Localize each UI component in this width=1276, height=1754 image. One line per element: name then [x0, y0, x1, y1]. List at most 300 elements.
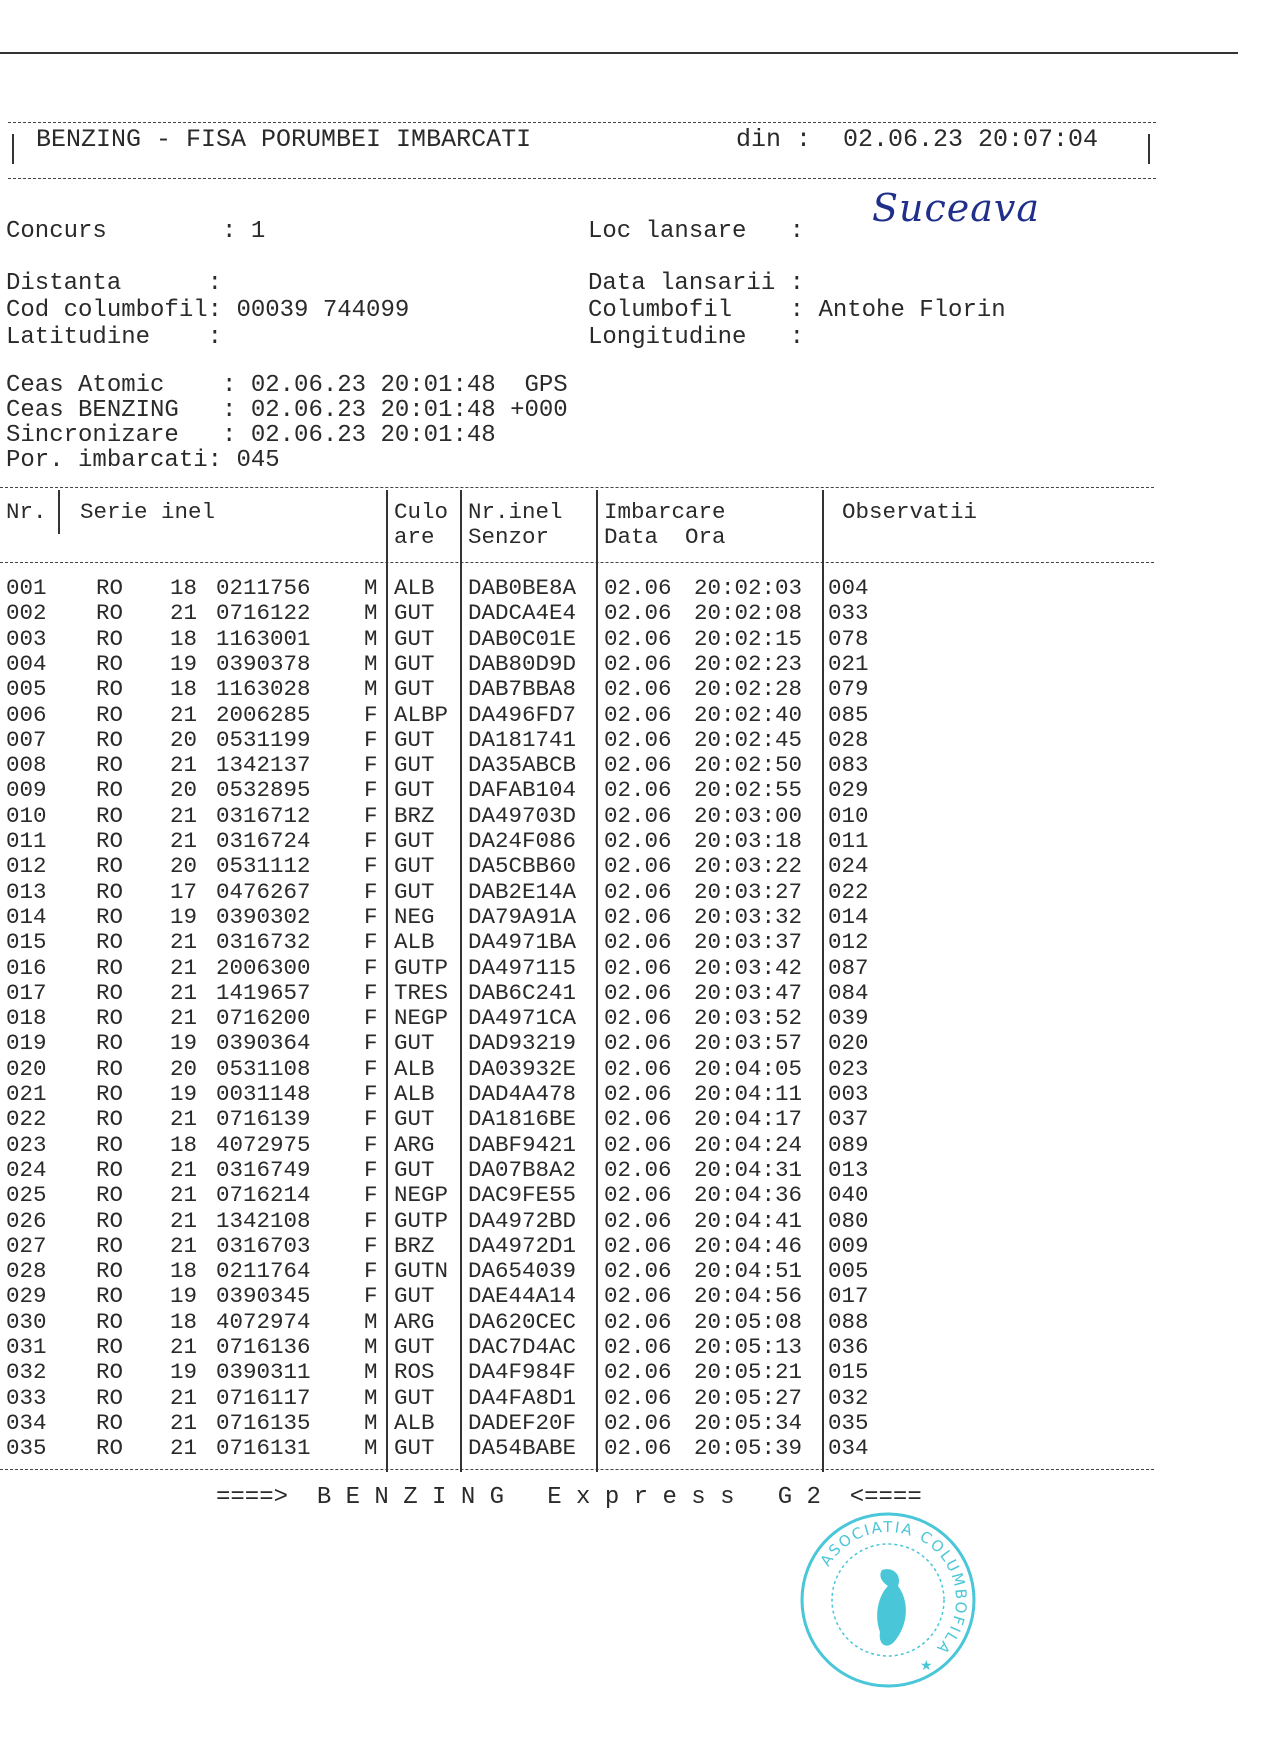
cell-color: GUT — [394, 1106, 435, 1133]
cell-sex: M — [364, 676, 378, 703]
cell-ring: 4072975 — [216, 1131, 311, 1158]
table-row — [0, 576, 1160, 601]
cell-sex: M — [364, 1334, 378, 1360]
cell-country: RO — [96, 575, 124, 601]
table-row — [0, 1082, 1160, 1107]
cell-year: 19 — [170, 1081, 198, 1107]
cell-country: RO — [96, 1055, 124, 1082]
cell-nr: 009 — [6, 777, 47, 804]
cell-nr: 025 — [6, 1182, 47, 1209]
cell-year: 21 — [170, 1435, 198, 1462]
cell-year: 19 — [170, 650, 198, 677]
cell-sex: F — [364, 1232, 378, 1259]
cell-nr: 030 — [6, 1308, 47, 1335]
cell-year: 21 — [170, 954, 198, 981]
cell-color: GUT — [394, 1156, 435, 1183]
cell-country: RO — [96, 1207, 124, 1234]
cell-sensor: DA4971BA — [468, 929, 577, 956]
cell-sex: F — [364, 828, 378, 854]
table-dash-bottom — [0, 1469, 1154, 1470]
cell-country: RO — [96, 752, 124, 779]
cell-time: 20:04:41 — [694, 1207, 803, 1234]
cell-observatii: 037 — [828, 1106, 869, 1133]
cell-date: 02.06 — [604, 1283, 672, 1310]
table-row — [0, 804, 1160, 829]
cell-sensor: DAB0BE8A — [468, 575, 577, 601]
cell-sex: F — [364, 1030, 378, 1057]
col-header-observatii: Observatii — [842, 499, 978, 525]
table-row — [0, 677, 1160, 702]
cell-time: 20:03:18 — [694, 828, 803, 854]
cell-date: 02.06 — [604, 1258, 672, 1285]
cell-sex: M — [364, 625, 378, 652]
cell-sensor: DA4FA8D1 — [468, 1384, 577, 1411]
cell-sensor: DA4F984F — [468, 1359, 577, 1386]
cell-country: RO — [96, 954, 124, 981]
cell-ring: 2006285 — [216, 701, 311, 728]
cell-ring: 4072974 — [216, 1308, 311, 1335]
cell-ring: 1163001 — [216, 625, 311, 652]
cell-sex: F — [364, 853, 378, 880]
cell-nr: 005 — [6, 676, 47, 703]
cell-sensor: DAC7D4AC — [468, 1334, 577, 1360]
cell-observatii: 035 — [828, 1409, 869, 1436]
cell-ring: 0211764 — [216, 1258, 311, 1285]
cell-color: GUT — [394, 1030, 435, 1057]
cell-country: RO — [96, 853, 124, 880]
cell-time: 20:02:15 — [694, 625, 803, 652]
cell-country: RO — [96, 1258, 124, 1285]
cell-sensor: DA181741 — [468, 726, 577, 753]
cell-sex: M — [364, 575, 378, 601]
report-date-label: din : — [736, 125, 812, 154]
cell-nr: 019 — [6, 1030, 47, 1057]
cell-date: 02.06 — [604, 903, 672, 930]
table-dash-header-bottom — [0, 562, 1154, 563]
cell-sex: F — [364, 777, 378, 804]
info-concurs: Concurs : 1 — [6, 218, 266, 245]
cell-observatii: 034 — [828, 1435, 869, 1462]
cell-sex: F — [364, 878, 378, 905]
cell-observatii: 010 — [828, 802, 869, 829]
cell-time: 20:04:24 — [694, 1131, 803, 1158]
cell-nr: 004 — [6, 650, 47, 677]
cell-nr: 001 — [6, 575, 47, 601]
cell-color: GUT — [394, 625, 435, 652]
table-dash-top — [0, 487, 1154, 488]
col-header-imbarcare-2: Data Ora — [604, 524, 726, 550]
cell-time: 20:05:21 — [694, 1359, 803, 1386]
cell-nr: 015 — [6, 929, 47, 956]
cell-year: 19 — [170, 1359, 198, 1386]
cell-ring: 0716131 — [216, 1435, 311, 1462]
cell-color: TRES — [394, 979, 449, 1006]
cell-sensor: DA35ABCB — [468, 752, 577, 779]
cell-date: 02.06 — [604, 600, 672, 627]
cell-ring: 0316732 — [216, 929, 311, 956]
cell-ring: 0716136 — [216, 1334, 311, 1360]
cell-nr: 012 — [6, 853, 47, 880]
cell-nr: 007 — [6, 726, 47, 753]
vline-observatii — [822, 490, 824, 1472]
cell-year: 21 — [170, 1409, 198, 1436]
vline-imbarcare — [596, 490, 598, 1472]
cell-color: GUT — [394, 878, 435, 905]
cell-country: RO — [96, 625, 124, 652]
cell-sex: F — [364, 979, 378, 1006]
cell-nr: 032 — [6, 1359, 47, 1386]
cell-observatii: 084 — [828, 979, 869, 1006]
cell-nr: 003 — [6, 625, 47, 652]
info-distanta: Distanta : — [6, 270, 223, 297]
table-row — [0, 1284, 1160, 1309]
cell-ring: 0716139 — [216, 1106, 311, 1133]
cell-time: 20:04:11 — [694, 1081, 803, 1107]
cell-nr: 014 — [6, 903, 47, 930]
cell-date: 02.06 — [604, 726, 672, 753]
header-right-bar — [1148, 134, 1150, 164]
cell-time: 20:02:50 — [694, 752, 803, 779]
cell-color: GUT — [394, 1435, 435, 1462]
cell-date: 02.06 — [604, 1435, 672, 1462]
cell-ring: 0316703 — [216, 1232, 311, 1259]
cell-nr: 016 — [6, 954, 47, 981]
cell-date: 02.06 — [604, 1131, 672, 1158]
cell-date: 02.06 — [604, 929, 672, 956]
cell-sex: M — [364, 1359, 378, 1386]
col-header-imbarcare-1: Imbarcare — [604, 499, 726, 525]
cell-nr: 028 — [6, 1258, 47, 1285]
cell-observatii: 087 — [828, 954, 869, 981]
cell-country: RO — [96, 1283, 124, 1310]
cell-country: RO — [96, 1359, 124, 1386]
handwritten-location: Suceava — [872, 186, 1041, 230]
cell-ring: 0716214 — [216, 1182, 311, 1209]
cell-observatii: 004 — [828, 575, 869, 601]
cell-nr: 002 — [6, 600, 47, 627]
cell-time: 20:02:40 — [694, 701, 803, 728]
cell-date: 02.06 — [604, 878, 672, 905]
cell-color: ALB — [394, 575, 435, 601]
cell-year: 18 — [170, 575, 198, 601]
cell-sex: F — [364, 1106, 378, 1133]
cell-date: 02.06 — [604, 1232, 672, 1259]
cell-date: 02.06 — [604, 701, 672, 728]
cell-nr: 017 — [6, 979, 47, 1006]
cell-date: 02.06 — [604, 1359, 672, 1386]
cell-observatii: 005 — [828, 1258, 869, 1285]
pigeon-emblem-icon — [877, 1569, 906, 1646]
cell-year: 21 — [170, 828, 198, 854]
cell-year: 21 — [170, 929, 198, 956]
cell-date: 02.06 — [604, 1106, 672, 1133]
cell-sex: M — [364, 1308, 378, 1335]
cell-sex: F — [364, 903, 378, 930]
cell-color: GUT — [394, 828, 435, 854]
cell-sensor: DA24F086 — [468, 828, 577, 854]
cell-time: 20:03:37 — [694, 929, 803, 956]
cell-nr: 027 — [6, 1232, 47, 1259]
table-row — [0, 1310, 1160, 1335]
cell-color: ARG — [394, 1308, 435, 1335]
table-row — [0, 1411, 1160, 1436]
cell-sensor: DAFAB104 — [468, 777, 577, 804]
cell-date: 02.06 — [604, 1081, 672, 1107]
cell-ring: 0316712 — [216, 802, 311, 829]
cell-year: 20 — [170, 726, 198, 753]
table-row — [0, 1107, 1160, 1132]
info-columbofil: Columbofil : Antohe Florin — [588, 297, 1006, 324]
table-row — [0, 601, 1160, 626]
table-row — [0, 1006, 1160, 1031]
cell-date: 02.06 — [604, 676, 672, 703]
cell-color: GUTP — [394, 1207, 449, 1234]
cell-time: 20:02:55 — [694, 777, 803, 804]
cell-year: 21 — [170, 1384, 198, 1411]
cell-observatii: 033 — [828, 600, 869, 627]
cell-date: 02.06 — [604, 1182, 672, 1209]
cell-time: 20:03:27 — [694, 878, 803, 905]
cell-date: 02.06 — [604, 853, 672, 880]
cell-nr: 026 — [6, 1207, 47, 1234]
cell-nr: 018 — [6, 1005, 47, 1032]
cell-observatii: 013 — [828, 1156, 869, 1183]
cell-year: 21 — [170, 1156, 198, 1183]
cell-ring: 0390364 — [216, 1030, 311, 1057]
cell-nr: 029 — [6, 1283, 47, 1310]
cell-nr: 035 — [6, 1435, 47, 1462]
cell-color: GUT — [394, 726, 435, 753]
cell-country: RO — [96, 903, 124, 930]
cell-time: 20:04:17 — [694, 1106, 803, 1133]
table-row — [0, 981, 1160, 1006]
cell-sex: M — [364, 600, 378, 627]
cell-time: 20:04:31 — [694, 1156, 803, 1183]
cell-sensor: DAB80D9D — [468, 650, 577, 677]
cell-nr: 011 — [6, 828, 47, 854]
footer-banner: ====> B E N Z I N G E x p r e s s G 2 <==== — [216, 1484, 922, 1511]
cell-sensor: DA5CBB60 — [468, 853, 577, 880]
table-row — [0, 1133, 1160, 1158]
cell-sex: F — [364, 802, 378, 829]
cell-sex: M — [364, 1409, 378, 1436]
info-por-imbarcati: Por. imbarcati: 045 — [6, 447, 280, 474]
cell-time: 20:05:39 — [694, 1435, 803, 1462]
cell-sex: F — [364, 752, 378, 779]
cell-sex: F — [364, 954, 378, 981]
cell-ring: 1342137 — [216, 752, 311, 779]
cell-nr: 031 — [6, 1334, 47, 1360]
top-rule — [0, 52, 1238, 54]
info-loc-lansare: Loc lansare : — [588, 218, 805, 245]
cell-color: GUT — [394, 1283, 435, 1310]
cell-color: ALBP — [394, 701, 449, 728]
table-row — [0, 1057, 1160, 1082]
cell-year: 21 — [170, 600, 198, 627]
cell-color: ALB — [394, 929, 435, 956]
cell-sex: F — [364, 1283, 378, 1310]
cell-time: 20:03:57 — [694, 1030, 803, 1057]
table-row — [0, 627, 1160, 652]
cell-year: 21 — [170, 1207, 198, 1234]
cell-date: 02.06 — [604, 1384, 672, 1411]
cell-time: 20:02:28 — [694, 676, 803, 703]
cell-time: 20:02:23 — [694, 650, 803, 677]
vline-culoare — [386, 490, 388, 1472]
cell-ring: 0390302 — [216, 903, 311, 930]
cell-nr: 008 — [6, 752, 47, 779]
cell-year: 21 — [170, 1232, 198, 1259]
cell-ring: 0316749 — [216, 1156, 311, 1183]
cell-sensor: DA79A91A — [468, 903, 577, 930]
cell-sensor: DA654039 — [468, 1258, 577, 1285]
info-cod-columbofil: Cod columbofil: 00039 744099 — [6, 297, 410, 324]
cell-sensor: DA4972D1 — [468, 1232, 577, 1259]
cell-date: 02.06 — [604, 1156, 672, 1183]
cell-color: ROS — [394, 1359, 435, 1386]
cell-sensor: DA54BABE — [468, 1435, 577, 1462]
cell-date: 02.06 — [604, 1055, 672, 1082]
cell-date: 02.06 — [604, 1308, 672, 1335]
cell-time: 20:04:36 — [694, 1182, 803, 1209]
header-dash-bottom — [8, 178, 1156, 179]
col-header-culoare-2: are — [394, 524, 435, 550]
table-row — [0, 1335, 1160, 1360]
cell-year: 20 — [170, 777, 198, 804]
cell-color: GUT — [394, 752, 435, 779]
table-row — [0, 1209, 1160, 1234]
cell-observatii: 032 — [828, 1384, 869, 1411]
cell-time: 20:02:08 — [694, 600, 803, 627]
cell-observatii: 036 — [828, 1334, 869, 1360]
cell-year: 18 — [170, 1258, 198, 1285]
cell-date: 02.06 — [604, 625, 672, 652]
cell-nr: 020 — [6, 1055, 47, 1082]
cell-sensor: DA49703D — [468, 802, 577, 829]
cell-sensor: DA03932E — [468, 1055, 577, 1082]
header-left-bar — [12, 134, 14, 164]
table-row — [0, 880, 1160, 905]
cell-ring: 0316724 — [216, 828, 311, 854]
table-row — [0, 1259, 1160, 1284]
cell-sex: F — [364, 1131, 378, 1158]
cell-year: 21 — [170, 1005, 198, 1032]
cell-nr: 010 — [6, 802, 47, 829]
cell-year: 18 — [170, 625, 198, 652]
cell-color: GUT — [394, 650, 435, 677]
cell-ring: 0531108 — [216, 1055, 311, 1082]
cell-sensor: DADEF20F — [468, 1409, 577, 1436]
cell-sensor: DAB2E14A — [468, 878, 577, 905]
cell-observatii: 017 — [828, 1283, 869, 1310]
cell-time: 20:04:05 — [694, 1055, 803, 1082]
cell-ring: 0716200 — [216, 1005, 311, 1032]
cell-observatii: 029 — [828, 777, 869, 804]
association-stamp — [798, 1510, 978, 1690]
cell-country: RO — [96, 802, 124, 829]
cell-sensor: DA497115 — [468, 954, 577, 981]
cell-year: 20 — [170, 1055, 198, 1082]
cell-date: 02.06 — [604, 777, 672, 804]
info-longitudine: Longitudine : — [588, 324, 805, 351]
cell-sensor: DAE44A14 — [468, 1283, 577, 1310]
stamp-text: ASOCIATIA COLUMBOFILA — [816, 1517, 971, 1659]
cell-sensor: DA620CEC — [468, 1308, 577, 1335]
cell-country: RO — [96, 600, 124, 627]
table-row — [0, 703, 1160, 728]
cell-date: 02.06 — [604, 752, 672, 779]
cell-sex: F — [364, 1207, 378, 1234]
cell-observatii: 039 — [828, 1005, 869, 1032]
cell-time: 20:05:34 — [694, 1409, 803, 1436]
cell-observatii: 011 — [828, 828, 869, 854]
cell-color: GUT — [394, 600, 435, 627]
cell-observatii: 024 — [828, 853, 869, 880]
cell-date: 02.06 — [604, 979, 672, 1006]
cell-ring: 0716135 — [216, 1409, 311, 1436]
col-header-nr: Nr. — [6, 499, 47, 525]
cell-country: RO — [96, 676, 124, 703]
cell-color: GUT — [394, 1334, 435, 1360]
cell-color: GUTN — [394, 1258, 449, 1285]
cell-observatii: 079 — [828, 676, 869, 703]
cell-ring: 2006300 — [216, 954, 311, 981]
table-row — [0, 1360, 1160, 1385]
table-row — [0, 1183, 1160, 1208]
info-data-lansarii: Data lansarii : — [588, 270, 805, 297]
cell-year: 20 — [170, 853, 198, 880]
cell-country: RO — [96, 979, 124, 1006]
cell-sex: F — [364, 929, 378, 956]
cell-sensor: DA1816BE — [468, 1106, 577, 1133]
cell-observatii: 009 — [828, 1232, 869, 1259]
cell-ring: 0390345 — [216, 1283, 311, 1310]
cell-observatii: 040 — [828, 1182, 869, 1209]
cell-observatii: 015 — [828, 1359, 869, 1386]
cell-sex: F — [364, 1156, 378, 1183]
cell-year: 19 — [170, 1283, 198, 1310]
cell-time: 20:03:00 — [694, 802, 803, 829]
cell-observatii: 078 — [828, 625, 869, 652]
cell-ring: 0716122 — [216, 600, 311, 627]
vline-nrinel — [460, 490, 462, 1472]
cell-nr: 006 — [6, 701, 47, 728]
cell-country: RO — [96, 1409, 124, 1436]
table-row — [0, 956, 1160, 981]
table-row — [0, 829, 1160, 854]
col-header-nrinel-1: Nr.inel — [468, 499, 563, 525]
cell-color: BRZ — [394, 1232, 435, 1259]
cell-observatii: 088 — [828, 1308, 869, 1335]
col-header-culoare-1: Culo — [394, 499, 449, 525]
cell-color: ALB — [394, 1055, 435, 1082]
cell-country: RO — [96, 1131, 124, 1158]
stamp-star-icon: ★ — [920, 1658, 933, 1674]
cell-nr: 022 — [6, 1106, 47, 1133]
cell-ring: 1163028 — [216, 676, 311, 703]
col-header-serie: Serie inel — [80, 499, 216, 525]
cell-ring: 0031148 — [216, 1081, 311, 1107]
cell-observatii: 085 — [828, 701, 869, 728]
cell-time: 20:05:27 — [694, 1384, 803, 1411]
report-title: BENZING - FISA PORUMBEI IMBARCATI — [36, 125, 532, 154]
cell-observatii: 028 — [828, 726, 869, 753]
cell-color: BRZ — [394, 802, 435, 829]
cell-nr: 033 — [6, 1384, 47, 1411]
cell-sensor: DAB0C01E — [468, 625, 577, 652]
cell-year: 21 — [170, 802, 198, 829]
vline-nr-header — [58, 490, 60, 534]
